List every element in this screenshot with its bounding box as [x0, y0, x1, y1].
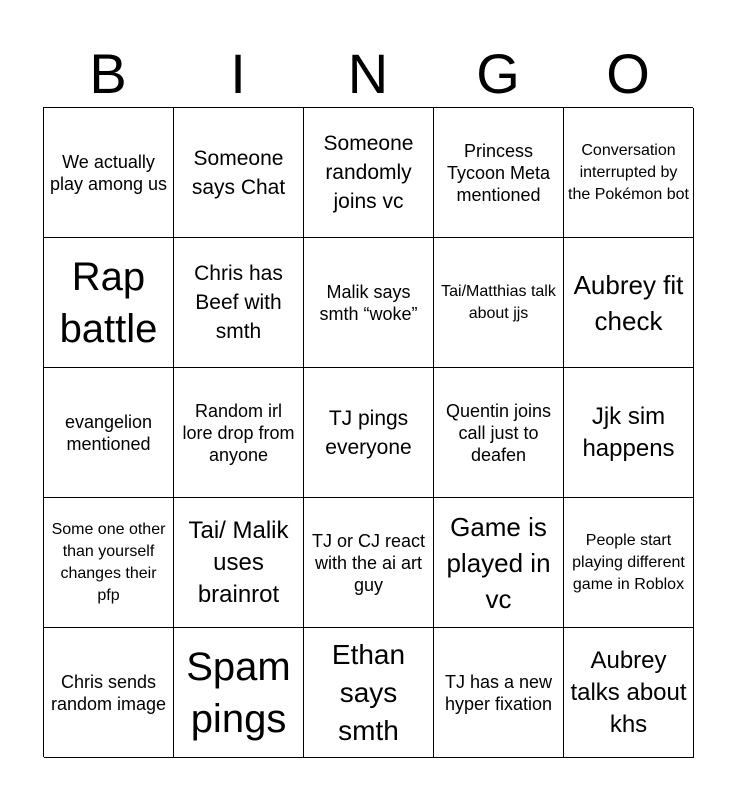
- bingo-cell[interactable]: [434, 628, 564, 758]
- cell-text: Quentin joins call just to deafen: [445, 400, 552, 465]
- cell-text: Some one other than yourself changes their pfp: [51, 520, 166, 604]
- cell-text: Aubrey talks about khs: [570, 646, 687, 738]
- bingo-cell[interactable]: [174, 238, 304, 368]
- cell-text: Chris has Beef with smth: [194, 262, 283, 343]
- bingo-header: [43, 40, 693, 108]
- bingo-cell[interactable]: [44, 108, 174, 238]
- cell-text: Ethan says smth: [331, 638, 406, 746]
- bingo-cell[interactable]: [564, 368, 694, 498]
- bingo-cell[interactable]: [304, 628, 434, 758]
- cell-text: Random irl lore drop from anyone: [182, 400, 295, 465]
- bingo-cell[interactable]: [304, 498, 434, 628]
- bingo-cell[interactable]: [174, 498, 304, 628]
- bingo-cell[interactable]: [304, 368, 434, 498]
- cell-text: TJ or CJ react with the ai art guy: [311, 530, 426, 595]
- bingo-cell[interactable]: [434, 368, 564, 498]
- cell-text: Chris sends random image: [50, 671, 167, 714]
- bingo-cell[interactable]: [44, 238, 174, 368]
- bingo-cell[interactable]: [174, 368, 304, 498]
- bingo-grid: [43, 107, 693, 757]
- header-letter-o: O: [606, 42, 650, 105]
- bingo-cell[interactable]: [174, 628, 304, 758]
- bingo-cell[interactable]: [564, 238, 694, 368]
- bingo-cell[interactable]: [44, 498, 174, 628]
- cell-text: TJ pings everyone: [325, 406, 412, 459]
- header-letter-b: B: [89, 42, 127, 105]
- cell-text: People start playing different game in Roblox: [572, 531, 685, 593]
- cell-text: We actually play among us: [49, 151, 168, 194]
- bingo-cell[interactable]: [564, 498, 694, 628]
- cell-text: evangelion mentioned: [64, 411, 153, 454]
- cell-text: Someone randomly joins vc: [323, 132, 414, 213]
- header-letter-g: G: [476, 42, 520, 105]
- bingo-cell[interactable]: [174, 108, 304, 238]
- cell-text: Jjk sim happens: [582, 402, 675, 462]
- bingo-cell[interactable]: [44, 628, 174, 758]
- cell-text: Malik says smth “woke”: [319, 281, 418, 324]
- cell-text: Someone says Chat: [191, 146, 286, 199]
- bingo-cell[interactable]: [564, 628, 694, 758]
- bingo-cell[interactable]: [44, 368, 174, 498]
- cell-text: Spam pings: [186, 644, 291, 741]
- bingo-cell[interactable]: [304, 108, 434, 238]
- cell-text: Conversation interrupted by the Pokémon bot: [568, 141, 689, 203]
- cell-text: Aubrey fit check: [573, 269, 684, 336]
- bingo-cell[interactable]: [304, 238, 434, 368]
- bingo-cell[interactable]: [434, 498, 564, 628]
- cell-text: Game is played in vc: [446, 511, 551, 614]
- cell-text: Tai/Matthias talk about jjs: [441, 282, 556, 322]
- cell-text: Princess Tycoon Meta mentioned: [446, 140, 551, 205]
- header-letter-n: N: [347, 42, 389, 105]
- header-letter-i: I: [230, 42, 246, 105]
- cell-text: Rap battle: [59, 254, 158, 351]
- bingo-cell[interactable]: [434, 108, 564, 238]
- bingo-cell[interactable]: [564, 108, 694, 238]
- bingo-cell[interactable]: [434, 238, 564, 368]
- cell-text: Tai/ Malik uses brainrot: [188, 516, 289, 608]
- cell-text: TJ has a new hyper fixation: [444, 671, 553, 714]
